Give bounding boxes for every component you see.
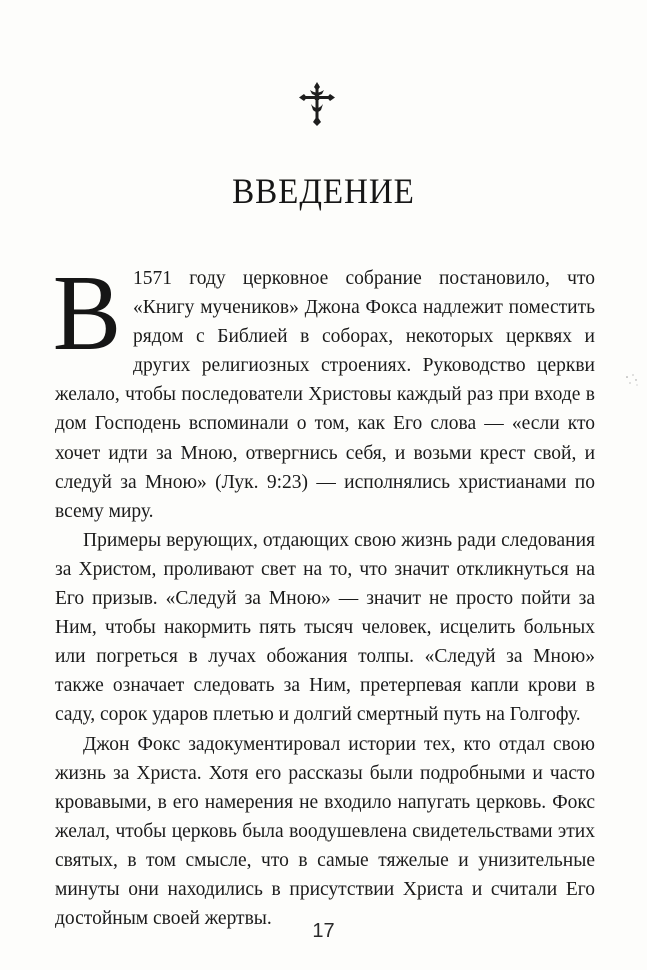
page-number: 17 <box>312 920 335 942</box>
paragraph-2: Примеры верующих, отдающих свою жизнь ради следования за Христом, проливают свет на то, что значит откликнуться на Его призыв. «Следуй за Мною» — значит не просто пойти за Ним, чтобы накормить пять тысяч человек, исцелить больных или погреться в лучах обожания толпы. «Следуй за Мною» также означает следовать за Ним, претерпевая капли крови в саду, сорок ударов плетью и долгий смертный путь на Голгофу. <box>55 529 595 726</box>
paragraph-1-text: 1571 году церковное собрание постановило, что «Книгу мучеников» Джона Фокса надлежит поместить рядом с Библией в соборах, некоторых церквях и других религиозных строениях. Руководство церкви желало, чтобы последователи Христовы каждый раз при входе в дом Господень вспоминали о том, как Его слова — «если кто хочет идти за Мною, отвергнись себя, и возьми крест свой, и следуй за Мною» (Лук. 9:23) — исполнялись христианами по всему миру. <box>55 268 595 522</box>
dropcap-letter: В <box>52 254 122 373</box>
chapter-title: ВВЕДЕНИЕ <box>232 171 415 211</box>
cross-ornament-icon <box>297 82 337 126</box>
paragraph-3: Джон Фокс задокументировал истории тех, кто отдал свою жизнь за Христа. Хотя его рассказы были подробными и часто кровавыми, в его намерения не входило напугать церковь. Фокс желал, чтобы церковь была воодушевлена свидетельствами этих святых, в том смысле, что в самые тяжелые и унизительные минуты они находились в присутствии Христа и считали Его достойным своей жертвы. <box>55 733 595 930</box>
paragraph-1 <box>52 254 595 526</box>
scan-speck-icon <box>624 372 640 388</box>
body-text <box>52 254 595 933</box>
